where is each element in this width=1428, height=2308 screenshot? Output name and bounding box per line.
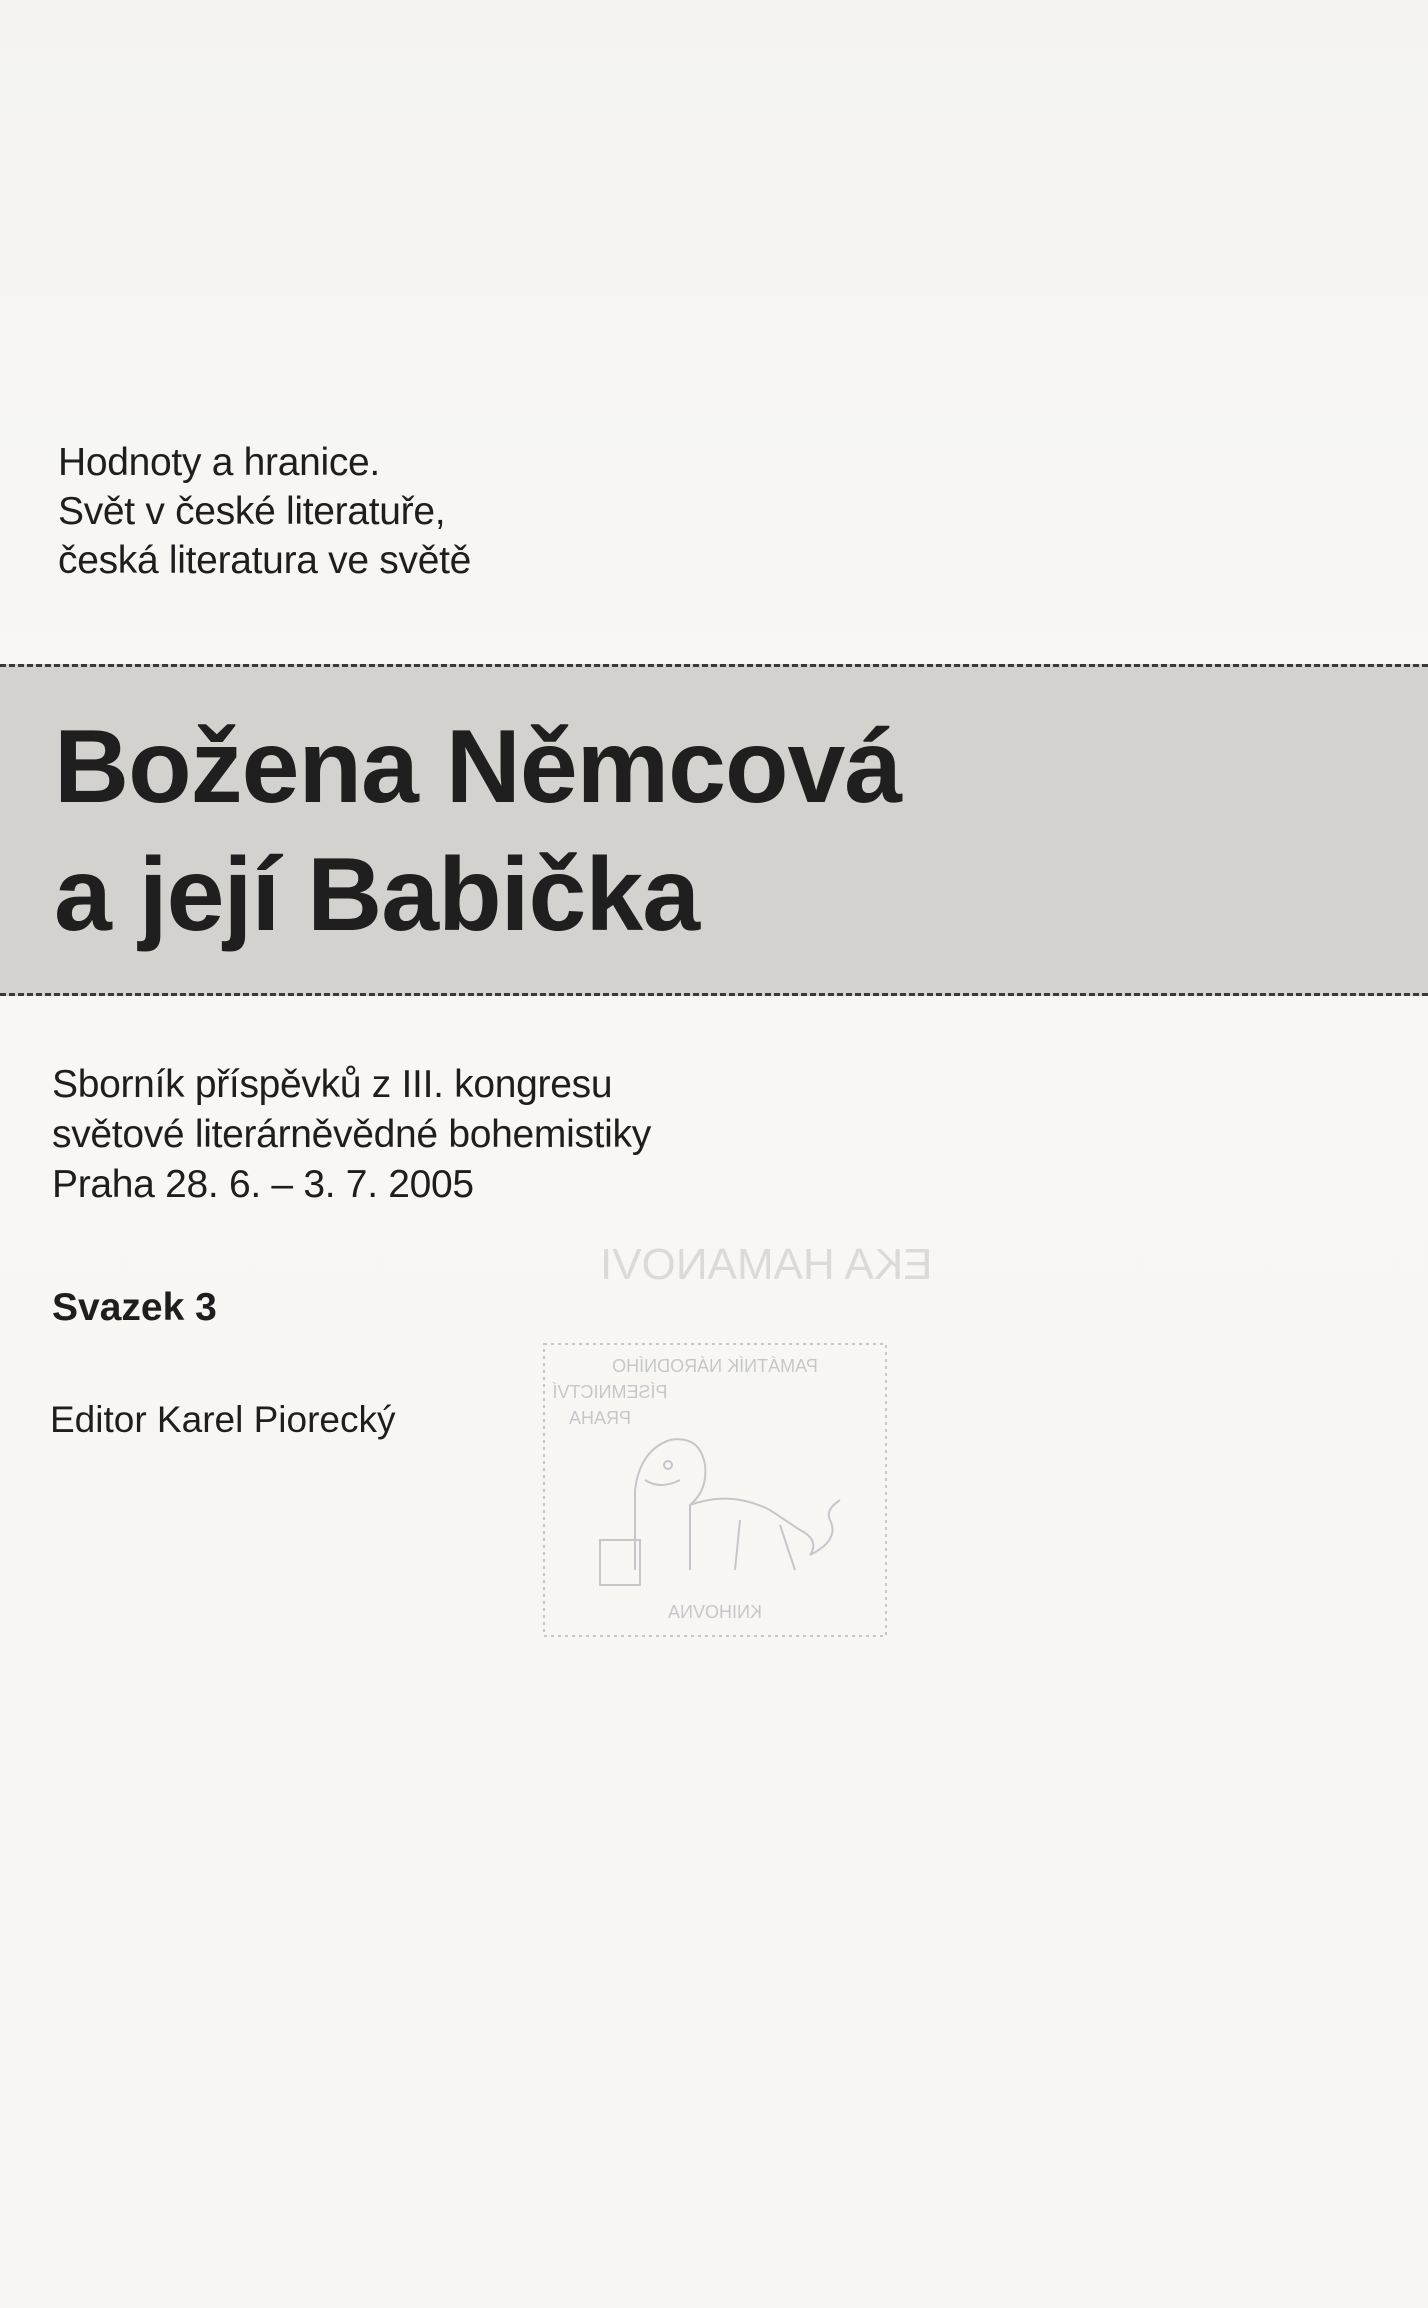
subtitle — [52, 1060, 952, 1210]
stamp-line-2: PÍSEMNICTVÍ — [552, 1382, 668, 1402]
stamp-line-4: KNIHOVNA — [667, 1602, 763, 1622]
subtitle-line-2: světové literárněvědné bohemistiky — [52, 1113, 651, 1156]
library-stamp-graphic — [540, 1340, 890, 1640]
main-title-line-2: a její Babička — [54, 837, 700, 953]
library-stamp — [540, 1340, 890, 1640]
stamp-line-3: PRAHA — [568, 1408, 632, 1428]
library-ink-mark: EKA HAMANOVI — [600, 1240, 933, 1289]
subtitle-line-1: Sborník příspěvků z III. kongresu — [52, 1063, 613, 1106]
editor-credit: Editor Karel Piorecký — [50, 1399, 396, 1440]
title-band — [0, 664, 1428, 996]
series-title-line-1: Hodnoty a hranice. — [58, 441, 380, 484]
series-title-line-3: česká literatura ve světě — [58, 539, 472, 582]
subtitle-line-3: Praha 28. 6. – 3. 7. 2005 — [52, 1163, 474, 1206]
main-title — [54, 703, 901, 959]
series-title — [58, 438, 758, 585]
volume-number: Svazek 3 — [52, 1286, 217, 1329]
stamp-line-1: PAMÁTNÍK NÁRODNÍHO — [612, 1356, 818, 1376]
lion-icon — [600, 1439, 840, 1585]
main-title-line-1: Božena Němcová — [54, 709, 902, 825]
series-title-line-2: Svět v české literatuře, — [58, 490, 446, 533]
